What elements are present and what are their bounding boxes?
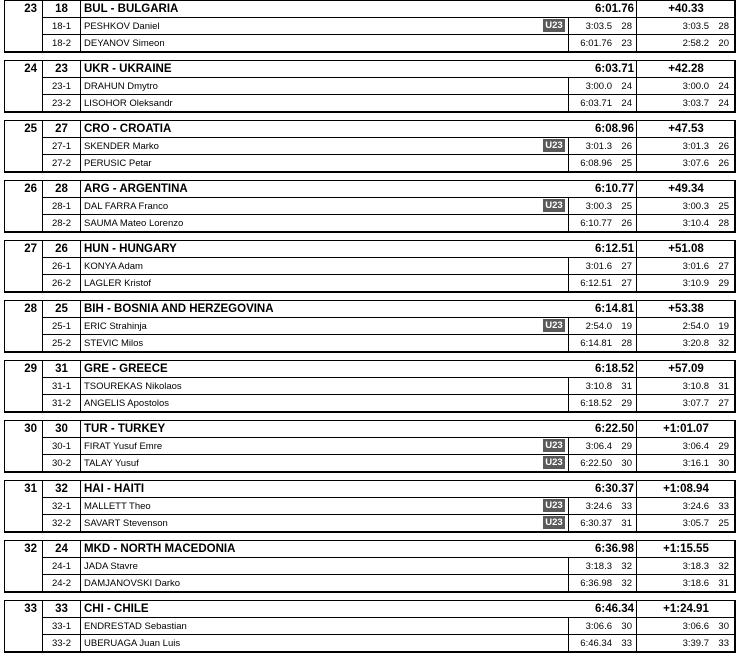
leg-rank: 33	[718, 638, 729, 649]
team-block	[4, 0, 736, 53]
team-country: ARG - ARGENTINA	[81, 181, 565, 198]
team-block	[4, 540, 736, 593]
athlete-name: STEVIC Milos	[81, 335, 569, 352]
athlete-bib: 23-2	[43, 95, 81, 112]
leg-rank: 26	[718, 141, 729, 152]
team-time-behind: +47.53	[637, 121, 735, 138]
leg-time: 2:54.0	[682, 321, 709, 332]
athlete-name: UBERUAGA Juan Luis	[81, 635, 569, 652]
cumulative-time: 3:03.5	[585, 21, 612, 32]
cumulative-time: 6:12.51	[580, 278, 612, 289]
athlete-name: JADA Stavre	[81, 558, 569, 575]
team-country: HAI - HAITI	[81, 481, 565, 498]
cumulative-time: 6:08.96	[580, 158, 612, 169]
cumulative-rank: 25	[621, 201, 632, 212]
athlete-name: FIRAT Yusuf Emre	[81, 438, 569, 455]
athlete-bib: 24-2	[43, 575, 81, 592]
athlete-name: SAUMA Mateo Lorenzo	[81, 215, 569, 232]
athlete-cumulative-time	[569, 515, 637, 532]
team-bib: 33	[43, 601, 81, 618]
u23-badge: U23	[543, 199, 565, 212]
leg-rank: 20	[718, 38, 729, 49]
leg-time: 3:16.1	[682, 458, 709, 469]
athlete-leg-time	[637, 378, 735, 395]
athlete-bib: 23-1	[43, 78, 81, 95]
leg-time: 3:10.4	[682, 218, 709, 229]
cumulative-time: 3:06.6	[585, 621, 612, 632]
cumulative-rank: 30	[621, 458, 632, 469]
athlete-bib: 28-2	[43, 215, 81, 232]
athlete-bib: 30-1	[43, 438, 81, 455]
team-rank: 31	[5, 481, 43, 532]
cumulative-rank: 19	[621, 321, 632, 332]
team-country: HUN - HUNGARY	[81, 241, 565, 258]
athlete-leg-time	[637, 455, 735, 472]
athlete-name: DAL FARRA Franco	[81, 198, 569, 215]
team-total-time: 6:18.52	[565, 361, 637, 378]
cumulative-rank: 23	[621, 38, 632, 49]
team-country: BUL - BULGARIA	[81, 1, 565, 18]
u23-badge: U23	[543, 456, 565, 469]
athlete-cumulative-time	[569, 378, 637, 395]
leg-rank: 27	[718, 398, 729, 409]
team-rank: 32	[5, 541, 43, 592]
cumulative-time: 3:00.3	[585, 201, 612, 212]
leg-time: 3:07.6	[682, 158, 709, 169]
cumulative-time: 6:46.34	[580, 638, 612, 649]
athlete-cumulative-time	[569, 558, 637, 575]
leg-rank: 29	[718, 441, 729, 452]
cumulative-time: 3:00.0	[585, 81, 612, 92]
athlete-cumulative-time	[569, 275, 637, 292]
athlete-leg-time	[637, 215, 735, 232]
athlete-leg-time	[637, 198, 735, 215]
athlete-bib: 18-1	[43, 18, 81, 35]
athlete-name: DEYANOV Simeon	[81, 35, 569, 52]
athlete-bib: 26-2	[43, 275, 81, 292]
team-total-time: 6:30.37	[565, 481, 637, 498]
team-time-behind: +53.38	[637, 301, 735, 318]
leg-time: 3:01.6	[682, 261, 709, 272]
cumulative-time: 6:18.52	[580, 398, 612, 409]
athlete-bib: 18-2	[43, 35, 81, 52]
athlete-cumulative-time	[569, 498, 637, 515]
athlete-leg-time	[637, 318, 735, 335]
athlete-leg-time	[637, 515, 735, 532]
athlete-bib: 26-1	[43, 258, 81, 275]
athlete-cumulative-time	[569, 618, 637, 635]
team-rank: 30	[5, 421, 43, 472]
cumulative-time: 6:03.71	[580, 98, 612, 109]
athlete-name: SAVART Stevenson	[81, 515, 569, 532]
team-time-behind: +42.28	[637, 61, 735, 78]
team-total-time: 6:08.96	[565, 121, 637, 138]
leg-time: 3:10.9	[682, 278, 709, 289]
athlete-bib: 31-1	[43, 378, 81, 395]
athlete-bib: 33-1	[43, 618, 81, 635]
team-bib: 18	[43, 1, 81, 18]
athlete-bib: 32-1	[43, 498, 81, 515]
athlete-cumulative-time	[569, 155, 637, 172]
cumulative-rank: 29	[621, 441, 632, 452]
athlete-name: PERUSIC Petar	[81, 155, 569, 172]
athlete-cumulative-time	[569, 138, 637, 155]
cumulative-time: 6:22.50	[580, 458, 612, 469]
cumulative-rank: 29	[621, 398, 632, 409]
leg-time: 3:03.5	[682, 21, 709, 32]
leg-time: 3:20.8	[682, 338, 709, 349]
athlete-name: TALAY Yusuf	[81, 455, 569, 472]
athlete-leg-time	[637, 35, 735, 52]
athlete-leg-time	[637, 138, 735, 155]
athlete-leg-time	[637, 498, 735, 515]
athlete-leg-time	[637, 635, 735, 652]
team-bib: 24	[43, 541, 81, 558]
athlete-leg-time	[637, 78, 735, 95]
leg-rank: 30	[718, 458, 729, 469]
leg-time: 3:18.6	[682, 578, 709, 589]
team-bib: 28	[43, 181, 81, 198]
athlete-cumulative-time	[569, 455, 637, 472]
athlete-name: KONYA Adam	[81, 258, 569, 275]
athlete-name: MALLETT Theo	[81, 498, 569, 515]
leg-rank: 25	[718, 201, 729, 212]
athlete-leg-time	[637, 155, 735, 172]
cumulative-rank: 28	[621, 21, 632, 32]
athlete-bib: 27-2	[43, 155, 81, 172]
team-total-time: 6:03.71	[565, 61, 637, 78]
cumulative-rank: 26	[621, 218, 632, 229]
leg-rank: 31	[718, 578, 729, 589]
team-block	[4, 60, 736, 113]
athlete-bib: 30-2	[43, 455, 81, 472]
cumulative-rank: 27	[621, 261, 632, 272]
leg-time: 3:06.6	[682, 621, 709, 632]
athlete-cumulative-time	[569, 18, 637, 35]
team-total-time: 6:22.50	[565, 421, 637, 438]
leg-time: 3:01.3	[682, 141, 709, 152]
athlete-leg-time	[637, 95, 735, 112]
cumulative-rank: 33	[621, 638, 632, 649]
team-bib: 31	[43, 361, 81, 378]
team-bib: 26	[43, 241, 81, 258]
cumulative-time: 3:06.4	[585, 441, 612, 452]
team-total-time: 6:12.51	[565, 241, 637, 258]
athlete-name: DRAHUN Dmytro	[81, 78, 569, 95]
team-time-behind: +57.09	[637, 361, 735, 378]
athlete-leg-time	[637, 438, 735, 455]
athlete-name: PESHKOV Daniel	[81, 18, 569, 35]
team-country: BIH - BOSNIA AND HERZEGOVINA	[81, 301, 565, 318]
cumulative-time: 6:10.77	[580, 218, 612, 229]
leg-time: 3:00.0	[682, 81, 709, 92]
athlete-bib: 28-1	[43, 198, 81, 215]
leg-rank: 30	[718, 621, 729, 632]
team-time-behind: +51.08	[637, 241, 735, 258]
u23-badge: U23	[543, 439, 565, 452]
team-total-time: 6:46.34	[565, 601, 637, 618]
cumulative-time: 3:18.3	[585, 561, 612, 572]
cumulative-rank: 24	[621, 81, 632, 92]
team-total-time: 6:01.76	[565, 1, 637, 18]
team-country: CRO - CROATIA	[81, 121, 565, 138]
team-rank: 24	[5, 61, 43, 112]
team-time-behind: +49.34	[637, 181, 735, 198]
leg-rank: 24	[718, 98, 729, 109]
leg-time: 2:58.2	[682, 38, 709, 49]
leg-time: 3:10.8	[682, 381, 709, 392]
cumulative-rank: 28	[621, 338, 632, 349]
leg-rank: 19	[718, 321, 729, 332]
results-table	[4, 0, 736, 660]
cumulative-rank: 31	[621, 518, 632, 529]
athlete-bib: 31-2	[43, 395, 81, 412]
team-total-time: 6:36.98	[565, 541, 637, 558]
athlete-name: ENDRESTAD Sebastian	[81, 618, 569, 635]
athlete-cumulative-time	[569, 395, 637, 412]
team-country: UKR - UKRAINE	[81, 61, 565, 78]
leg-rank: 33	[718, 501, 729, 512]
cumulative-rank: 27	[621, 278, 632, 289]
athlete-bib: 25-1	[43, 318, 81, 335]
cumulative-time: 6:14.81	[580, 338, 612, 349]
leg-time: 3:03.7	[682, 98, 709, 109]
team-block	[4, 360, 736, 413]
athlete-bib: 33-2	[43, 635, 81, 652]
cumulative-rank: 25	[621, 158, 632, 169]
athlete-bib: 27-1	[43, 138, 81, 155]
team-country: TUR - TURKEY	[81, 421, 565, 438]
athlete-leg-time	[637, 618, 735, 635]
leg-time: 3:18.3	[682, 561, 709, 572]
team-block	[4, 240, 736, 293]
cumulative-time: 3:01.3	[585, 141, 612, 152]
athlete-leg-time	[637, 18, 735, 35]
athlete-name: ANGELIS Apostolos	[81, 395, 569, 412]
athlete-cumulative-time	[569, 78, 637, 95]
cumulative-time: 3:24.6	[585, 501, 612, 512]
cumulative-rank: 33	[621, 501, 632, 512]
u23-badge: U23	[543, 319, 565, 332]
leg-time: 3:00.3	[682, 201, 709, 212]
cumulative-time: 2:54.0	[585, 321, 612, 332]
leg-rank: 32	[718, 338, 729, 349]
team-block	[4, 420, 736, 473]
athlete-cumulative-time	[569, 438, 637, 455]
team-bib: 23	[43, 61, 81, 78]
leg-time: 3:05.7	[682, 518, 709, 529]
team-time-behind: +1:24.91	[637, 601, 735, 618]
leg-rank: 28	[718, 218, 729, 229]
cumulative-time: 6:36.98	[580, 578, 612, 589]
athlete-cumulative-time	[569, 35, 637, 52]
cumulative-rank: 32	[621, 561, 632, 572]
athlete-cumulative-time	[569, 575, 637, 592]
leg-rank: 29	[718, 278, 729, 289]
team-rank: 27	[5, 241, 43, 292]
leg-time: 3:07.7	[682, 398, 709, 409]
u23-badge: U23	[543, 499, 565, 512]
athlete-bib: 32-2	[43, 515, 81, 532]
team-bib: 25	[43, 301, 81, 318]
athlete-name: SKENDER Marko	[81, 138, 569, 155]
team-total-time: 6:10.77	[565, 181, 637, 198]
athlete-cumulative-time	[569, 318, 637, 335]
team-country: CHI - CHILE	[81, 601, 565, 618]
athlete-leg-time	[637, 395, 735, 412]
team-bib: 27	[43, 121, 81, 138]
u23-badge: U23	[543, 139, 565, 152]
team-rank: 28	[5, 301, 43, 352]
leg-rank: 28	[718, 21, 729, 32]
u23-badge: U23	[543, 19, 565, 32]
athlete-bib: 25-2	[43, 335, 81, 352]
team-time-behind: +1:15.55	[637, 541, 735, 558]
team-time-behind: +40.33	[637, 1, 735, 18]
leg-rank: 27	[718, 261, 729, 272]
team-total-time: 6:14.81	[565, 301, 637, 318]
leg-rank: 24	[718, 81, 729, 92]
team-block	[4, 180, 736, 233]
cumulative-rank: 24	[621, 98, 632, 109]
cumulative-rank: 30	[621, 621, 632, 632]
cumulative-time: 6:01.76	[580, 38, 612, 49]
team-block	[4, 480, 736, 533]
athlete-leg-time	[637, 258, 735, 275]
cumulative-time: 3:01.6	[585, 261, 612, 272]
team-time-behind: +1:08.94	[637, 481, 735, 498]
leg-rank: 31	[718, 381, 729, 392]
athlete-name: LAGLER Kristof	[81, 275, 569, 292]
team-rank: 25	[5, 121, 43, 172]
team-block	[4, 600, 736, 653]
leg-rank: 26	[718, 158, 729, 169]
cumulative-time: 6:30.37	[580, 518, 612, 529]
athlete-bib: 24-1	[43, 558, 81, 575]
team-rank: 26	[5, 181, 43, 232]
athlete-name: TSOUREKAS Nikolaos	[81, 378, 569, 395]
athlete-name: DAMJANOVSKI Darko	[81, 575, 569, 592]
team-bib: 32	[43, 481, 81, 498]
leg-rank: 32	[718, 561, 729, 572]
athlete-name: ERIC Strahinja	[81, 318, 569, 335]
athlete-leg-time	[637, 275, 735, 292]
athlete-leg-time	[637, 575, 735, 592]
team-block	[4, 300, 736, 353]
team-country: MKD - NORTH MACEDONIA	[81, 541, 565, 558]
athlete-name: LISOHOR Oleksandr	[81, 95, 569, 112]
cumulative-rank: 26	[621, 141, 632, 152]
athlete-cumulative-time	[569, 215, 637, 232]
cumulative-rank: 32	[621, 578, 632, 589]
athlete-cumulative-time	[569, 198, 637, 215]
athlete-cumulative-time	[569, 635, 637, 652]
athlete-cumulative-time	[569, 95, 637, 112]
cumulative-rank: 31	[621, 381, 632, 392]
team-block	[4, 120, 736, 173]
team-rank: 29	[5, 361, 43, 412]
leg-rank: 25	[718, 518, 729, 529]
team-rank: 33	[5, 601, 43, 652]
leg-time: 3:39.7	[682, 638, 709, 649]
cumulative-time: 3:10.8	[585, 381, 612, 392]
team-country: GRE - GREECE	[81, 361, 565, 378]
team-rank: 23	[5, 1, 43, 52]
leg-time: 3:24.6	[682, 501, 709, 512]
team-time-behind: +1:01.07	[637, 421, 735, 438]
athlete-leg-time	[637, 335, 735, 352]
athlete-leg-time	[637, 558, 735, 575]
athlete-cumulative-time	[569, 258, 637, 275]
athlete-cumulative-time	[569, 335, 637, 352]
team-bib: 30	[43, 421, 81, 438]
u23-badge: U23	[543, 516, 565, 529]
leg-time: 3:06.4	[682, 441, 709, 452]
